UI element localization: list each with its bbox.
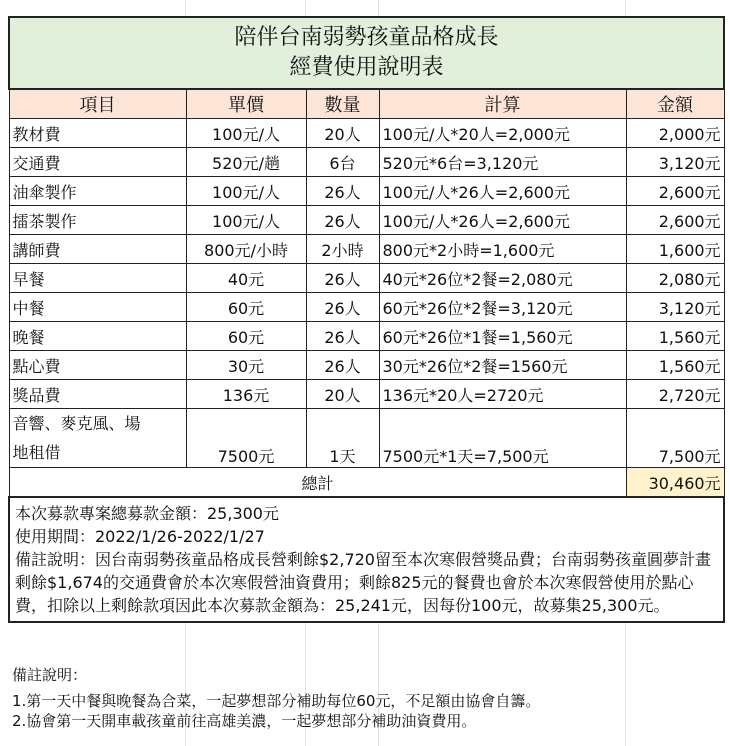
table-row	[9, 264, 724, 293]
table-title: 陪伴台南弱勢孩童品格成長 經費使用說明表	[9, 17, 724, 89]
cell-calc: 30元*26位*2餐=1560元	[379, 351, 626, 380]
cell-amount: 1,600元	[626, 235, 724, 264]
cell-calc: 100元/人*26人=2,600元	[379, 206, 626, 235]
cell-price: 800元/小時	[186, 235, 306, 264]
cell-price: 100元/人	[186, 206, 306, 235]
cell-qty: 26人	[306, 351, 379, 380]
cell-calc: 100元/人*20人=2,000元	[379, 119, 626, 148]
note-period: 使用期間：2022/1/26-2022/1/27	[15, 527, 265, 546]
header-amount: 金額	[626, 89, 724, 119]
cell-calc: 7500元*1天=7,500元	[379, 409, 626, 468]
cell-amount: 2,720元	[626, 380, 724, 409]
cell-price: 60元	[186, 322, 306, 351]
table-row	[9, 409, 724, 468]
cell-qty: 20人	[306, 119, 379, 148]
cell-qty: 26人	[306, 206, 379, 235]
note-total-raised: 本次募款專案總募款金額：25,300元	[15, 504, 279, 523]
cell-amount: 1,560元	[626, 322, 724, 351]
table-row	[9, 177, 724, 206]
cell-calc: 40元*26位*2餐=2,080元	[379, 264, 626, 293]
cell-price: 100元/人	[186, 177, 306, 206]
cell-calc: 100元/人*26人=2,600元	[379, 177, 626, 206]
cell-qty: 26人	[306, 264, 379, 293]
cell-item: 油傘製作	[9, 177, 186, 206]
notes-cell	[9, 497, 724, 622]
cell-item: 交通費	[9, 148, 186, 177]
cell-amount: 2,600元	[626, 206, 724, 235]
cell-qty: 26人	[306, 177, 379, 206]
header-item: 項目	[9, 89, 186, 119]
cell-item: 獎品費	[9, 380, 186, 409]
cell-item: 早餐	[9, 264, 186, 293]
footer-item-1: 1.第一天中餐與晚餐為合菜，一起夢想部分補助每位60元，不足額由協會自籌。	[12, 692, 541, 710]
table-row	[9, 235, 724, 264]
total-amount: 30,460元	[626, 468, 724, 498]
cell-item: 講師費	[9, 235, 186, 264]
cell-amount: 2,600元	[626, 177, 724, 206]
cell-calc: 520元*6台=3,120元	[379, 148, 626, 177]
cell-amount: 3,120元	[626, 293, 724, 322]
table-row	[9, 293, 724, 322]
header-qty: 數量	[306, 89, 379, 119]
cell-price: 40元	[186, 264, 306, 293]
header-price: 單價	[186, 89, 306, 119]
total-label: 總計	[9, 468, 626, 498]
cell-price: 60元	[186, 293, 306, 322]
cell-qty: 2小時	[306, 235, 379, 264]
table-row	[9, 206, 724, 235]
table-row	[9, 119, 724, 148]
cell-calc: 800元*2小時=1,600元	[379, 235, 626, 264]
cell-qty: 26人	[306, 293, 379, 322]
budget-table	[8, 16, 725, 623]
cell-price: 136元	[186, 380, 306, 409]
cell-item: 晚餐	[9, 322, 186, 351]
note-remarks: 備註說明：因台南弱勢孩童品格成長營剩餘$2,720留至本次寒假營獎品費；台南弱勢孩童圓夢計畫剩餘$1,674的交通費會於本次寒假營油資費用；剩餘825元的餐費也會於本次寒假營使用於點心費，扣除以上剩餘款項因此本次募款金額為：25,241元，因每份100元，故募集25,300元。	[15, 550, 711, 615]
table-row	[9, 322, 724, 351]
cell-calc: 60元*26位*1餐=1,560元	[379, 322, 626, 351]
table-row	[9, 380, 724, 409]
cell-qty: 1天	[306, 409, 379, 468]
cell-item: 教材費	[9, 119, 186, 148]
cell-price: 100元/人	[186, 119, 306, 148]
notes-row	[9, 497, 724, 622]
cell-qty: 20人	[306, 380, 379, 409]
cell-qty: 26人	[306, 322, 379, 351]
cell-price: 7500元	[186, 409, 306, 468]
header-row	[9, 89, 724, 119]
header-calc: 計算	[379, 89, 626, 119]
table-row	[9, 148, 724, 177]
table-row	[9, 351, 724, 380]
cell-calc: 60元*26位*2餐=3,120元	[379, 293, 626, 322]
cell-item: 擂茶製作	[9, 206, 186, 235]
cell-calc: 136元*20人=2720元	[379, 380, 626, 409]
cell-item: 點心費	[9, 351, 186, 380]
cell-amount: 1,560元	[626, 351, 724, 380]
cell-qty: 6台	[306, 148, 379, 177]
cell-amount: 7,500元	[626, 409, 724, 468]
cell-price: 30元	[186, 351, 306, 380]
cell-amount: 3,120元	[626, 148, 724, 177]
cell-amount: 2,080元	[626, 264, 724, 293]
total-row	[9, 468, 724, 498]
cell-amount: 2,000元	[626, 119, 724, 148]
cell-price: 520元/趟	[186, 148, 306, 177]
cell-item: 中餐	[9, 293, 186, 322]
footer-heading: 備註說明：	[12, 666, 88, 684]
cell-item: 音響、麥克風、場 地租借	[9, 409, 186, 468]
footer-item-2: 2.協會第一天開車載孩童前往高雄美濃，一起夢想部分補助油資費用。	[12, 712, 477, 730]
